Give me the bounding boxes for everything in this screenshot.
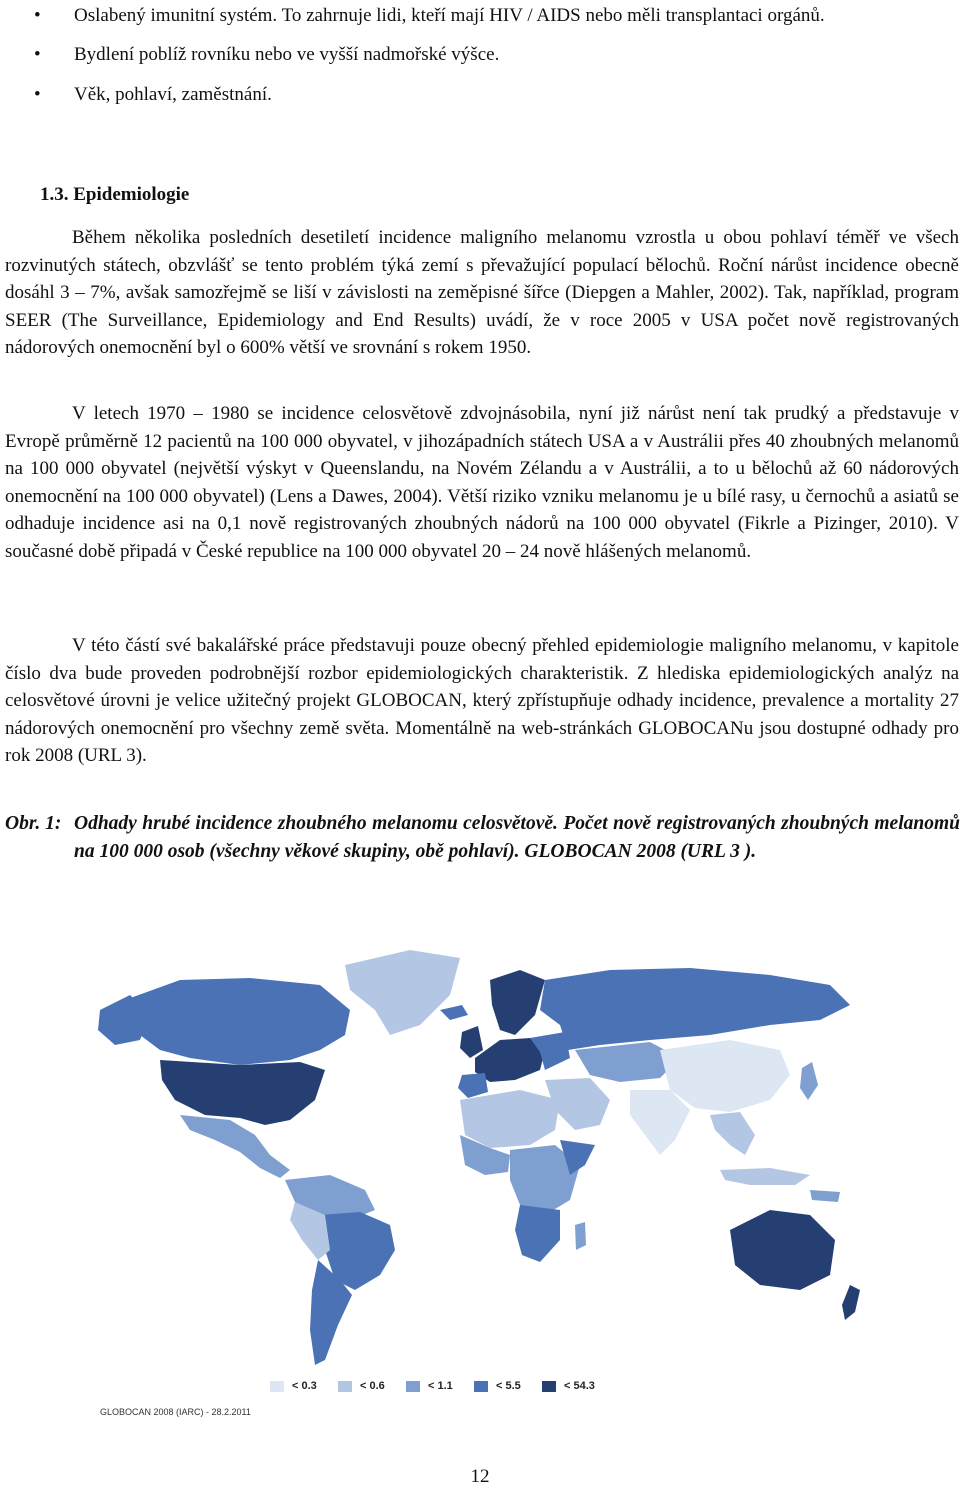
map-region-southeast-asia (710, 1112, 755, 1155)
map-region-southern-africa (515, 1205, 560, 1262)
list-item: • Věk, pohlaví, zaměstnání. (34, 84, 272, 105)
section-heading: 1.3. Epidemiologie (40, 184, 190, 205)
map-region-scandinavia (490, 970, 545, 1035)
paragraph: V této částí své bakalářské práce představuji pouze obecný přehled epidemiologie maligního melanomu, v kapitole číslo dva bude proveden podrobnější rozbor epidemiologických charakteristik. Z hlediska epidemiologických analýz na celosvětové úrovni je velice užitečný projekt GLOBOCAN, který zpřístupňuje odhady incidence, prevalence a mortality 27 nádorových onemocnění pro všechny země světa. Momentálně na web-stránkách GLOBOCANu jsou dostupné odhady pro rok 2008 (URL 3). (5, 635, 959, 766)
map-region-india (630, 1090, 690, 1155)
map-region-greenland (345, 950, 460, 1035)
page-number: 12 (470, 1466, 490, 1487)
map-region-australia (730, 1210, 835, 1290)
legend-swatch (338, 1381, 352, 1392)
paragraph: Během několika posledních desetiletí incidence maligního melanomu vzrostla u obou pohlaví téměř ve všech rozvinutých státech, obzvlášť se tento problém týká zemí s převažující populací bělochů. Roční nárůst incidence obecně dosáhl 3 – 7%, avšak samozřejmě se liší v závislosti na zeměpisné šířce (Diepgen a Mahler, 2002). Tak, například, program SEER (The Surveillance, Epidemiology and End Results) uvádí, že v roce 2005 v USA počet nově registrovaných nádorových onemocnění byl o 600% větší ve srovnání s rokem 1950. (5, 227, 959, 358)
map-region-north-africa (460, 1090, 560, 1148)
map-region-mexico (180, 1115, 290, 1178)
map-region-iceland (440, 1005, 468, 1020)
map-region-indonesia (720, 1168, 810, 1185)
map-region-madagascar (575, 1222, 586, 1250)
legend-item: < 54.3 (542, 1380, 595, 1392)
figure-caption-text: Odhady hrubé incidence zhoubného melanomu celosvětově. Počet nově registrovaných zhoubných melanomů na 100 000 osob (všechny věkové skupiny, obě pohlaví). GLOBOCAN 2008 (URL 3 ). (74, 813, 960, 862)
legend-item: < 0.6 (338, 1380, 385, 1392)
map-region-japan (800, 1062, 818, 1100)
legend-swatch (474, 1381, 488, 1392)
paragraph: V letech 1970 – 1980 se incidence celosvětově zdvojnásobila, nyní již nárůst není tak prudký a představuje v Evropě průměrně 12 pacientů na 100 000 obyvatel, v jihozápadních státech USA a v Austrálii přes 40 zhoubných melanomů na 100 000 obyvatel (největší výskyt v Queenslandu, na Novém Zélandu a v Austrálii, a to u bělochů až 60 nádorových onemocnění na 100 000 obyvatel) (Lens a Dawes, 2004). Větší riziko vzniku melanomu je u bílé rasy, u černochů a asiatů se odhaduje incidence asi na 0,1 nově registrovaných zhoubných nádorů na 100 000 obyvatel (Fikrle a Pizinger, 2010). V současné době připadá v České republice na 100 000 obyvatel 20 – 24 nově hlášených melanomů. (5, 403, 959, 562)
map-region-papua (810, 1190, 840, 1202)
legend-swatch (406, 1381, 420, 1392)
map-region-uk (460, 1026, 483, 1058)
map-region-iberia (458, 1073, 488, 1098)
map-region-europe (475, 1038, 545, 1082)
legend-swatch (270, 1381, 284, 1392)
legend-item: < 0.3 (270, 1380, 317, 1392)
map-region-canada (125, 978, 350, 1065)
legend-swatch (542, 1381, 556, 1392)
legend-item: < 1.1 (406, 1380, 453, 1392)
legend-item: < 5.5 (474, 1380, 521, 1392)
map-region-usa (160, 1060, 325, 1125)
figure-label: Obr. 1: (5, 813, 62, 834)
risk-factor-list (0, 0, 960, 122)
map-source-note: GLOBOCAN 2008 (IARC) - 28.2.2011 (100, 1407, 251, 1417)
list-item: • Oslabený imunitní systém. To zahrnuje lidi, kteří mají HIV / AIDS nebo měli transplantaci orgánů. (34, 5, 825, 26)
list-item: • Bydlení poblíž rovníku nebo ve vyšší nadmořské výšce. (34, 44, 500, 65)
world-incidence-map (90, 940, 870, 1380)
map-region-russia (540, 968, 850, 1050)
map-region-new-zealand (842, 1285, 860, 1320)
